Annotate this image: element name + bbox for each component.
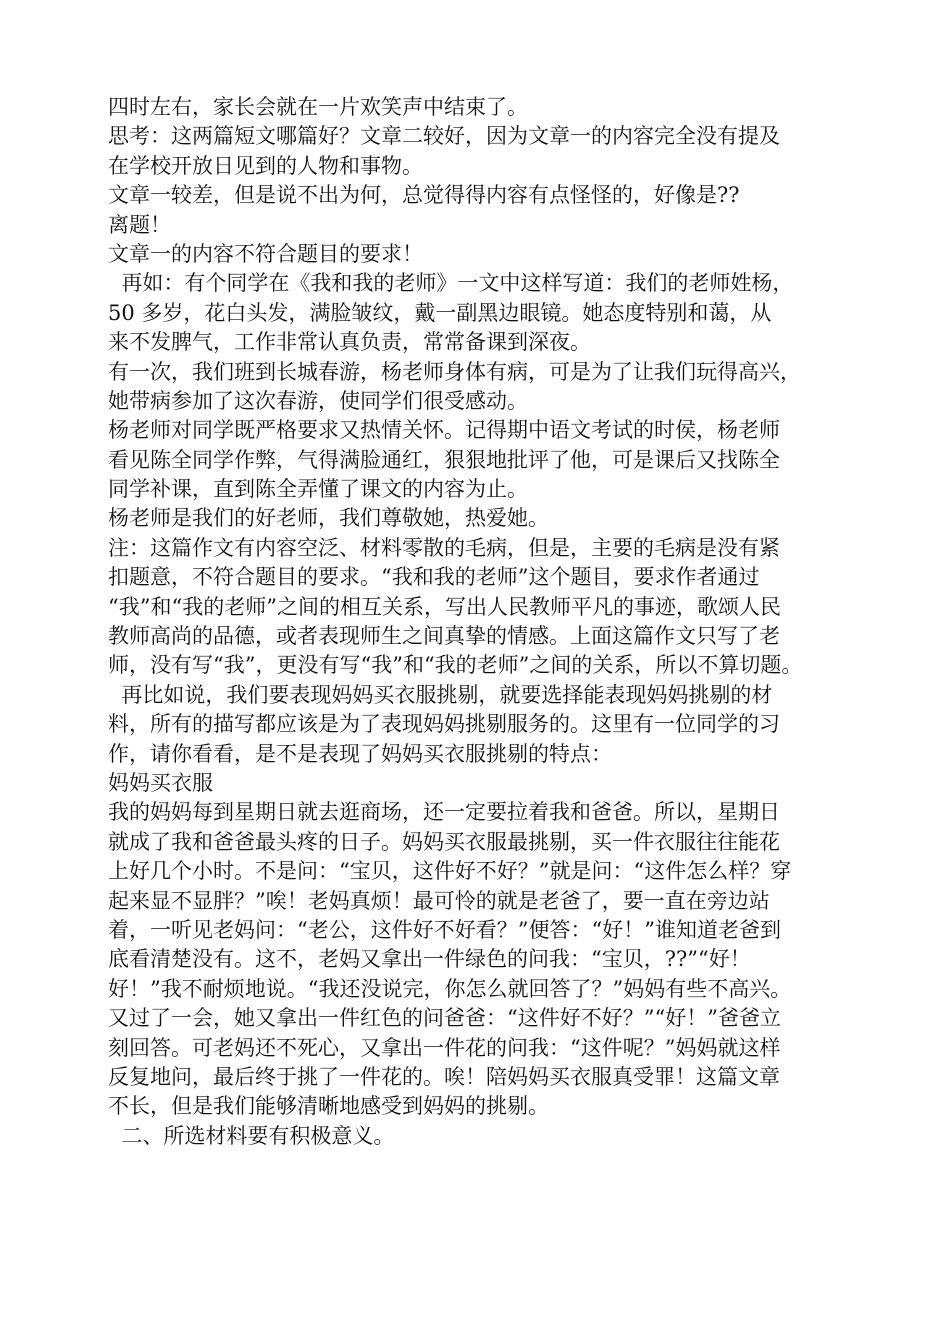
document-line: 杨老师对同学既严格要求又热情关怀。记得期中语文考试的时侯，杨老师: [108, 418, 780, 443]
document-line: 离题！: [108, 212, 171, 237]
document-line: 文章一较差，但是说不出为何，总觉得得内容有点怪怪的，好像是??: [108, 183, 740, 208]
document-line: 又过了一会，她又拿出一件红色的问爸爸：“这件好不好？”“好！”爸爸立: [108, 1006, 781, 1031]
document-line: 她带病参加了这次春游，使同学们很受感动。: [108, 388, 528, 413]
document-line: 有一次，我们班到长城春游，杨老师身体有病，可是为了让我们玩得高兴，: [108, 359, 801, 384]
document-line: 上好几个小时。不是问：“宝贝，这件好不好？”就是问：“这件怎么样？穿: [108, 859, 792, 884]
document-line: 我的妈妈每到星期日就去逛商场，还一定要拉着我和爸爸。所以，星期日: [108, 800, 780, 825]
document-line: 在学校开放日见到的人物和事物。: [108, 153, 423, 178]
document-line: 文章一的内容不符合题目的要求！: [108, 241, 423, 266]
document-text-body: [108, 93, 868, 1151]
document-line: 同学补课，直到陈全弄懂了课文的内容为止。: [108, 477, 528, 502]
document-line: 就成了我和爸爸最头疼的日子。妈妈买衣服最挑剔，买一件衣服往往能花: [108, 829, 780, 854]
document-line: 杨老师是我们的好老师，我们尊敬她，热爱她。: [108, 506, 549, 531]
document-line: 起来显不显胖？”唉！老妈真烦！最可怜的就是老爸了，要一直在旁边站: [108, 888, 770, 913]
document-line: 再比如说，我们要表现妈妈买衣服挑剔，就要选择能表现妈妈挑剔的材: [108, 682, 773, 707]
document-line: 50 多岁，花白头发，满脸皱纹，戴一副黑边眼镜。她态度特别和蔼，从: [108, 300, 772, 325]
document-line: 看见陈全同学作弊，气得满脸通红，狠狠地批评了他，可是课后又找陈全: [108, 447, 780, 472]
document-line: 二、所选材料要有积极意义。: [108, 1123, 395, 1148]
document-line: 底看清楚没有。这不，老妈又拿出一件绿色的问我：“宝贝，??”“好！: [108, 947, 751, 972]
document-line: “我”和“我的老师”之间的相互关系，写出人民教师平凡的事迹，歌颂人民: [108, 594, 781, 619]
document-line: 反复地问，最后终于挑了一件花的。唉！陪妈妈买衣服真受罪！这篇文章: [108, 1064, 780, 1089]
document-line: 料，所有的描写都应该是为了表现妈妈挑剔服务的。这里有一位同学的习: [108, 712, 780, 737]
document-line: 师，没有写“我”，更没有写“我”和“我的老师”之间的关系，所以不算切题。: [108, 653, 803, 678]
document-line: 四时左右，家长会就在一片欢笑声中结束了。: [108, 95, 528, 119]
document-line: 扣题意，不符合题目的要求。“我和我的老师”这个题目，要求作者通过: [108, 565, 760, 590]
document-line: 注：这篇作文有内容空泛、材料零散的毛病，但是，主要的毛病是没有紧: [108, 535, 780, 560]
document-line: 再如：有个同学在《我和我的老师》一文中这样写道：我们的老师姓杨，: [108, 271, 794, 296]
document-line: 着，一听见老妈问：“老公，这件好不好看？”便答：“好！”谁知道老爸到: [108, 917, 781, 942]
document-line: 教师高尚的品德，或者表现师生之间真挚的情感。上面这篇作文只写了老: [108, 624, 780, 649]
document-line: 思考：这两篇短文哪篇好？文章二较好，因为文章一的内容完全没有提及: [108, 124, 780, 149]
document-line: 作，请你看看，是不是表现了妈妈买衣服挑剔的特点：: [108, 741, 612, 766]
document-line: 来不发脾气，工作非常认真负责，常常备课到深夜。: [108, 330, 591, 355]
document-line: 不长，但是我们能够清晰地感受到妈妈的挑剔。: [108, 1094, 549, 1119]
document-line: 妈妈买衣服: [108, 770, 213, 795]
document-line: 好！”我不耐烦地说。“我还没说完，你怎么就回答了？”妈妈有些不高兴。: [108, 976, 792, 1001]
document-line: 刻回答。可老妈还不死心，又拿出一件花的问我：“这件呢？”妈妈就这样: [108, 1035, 781, 1060]
